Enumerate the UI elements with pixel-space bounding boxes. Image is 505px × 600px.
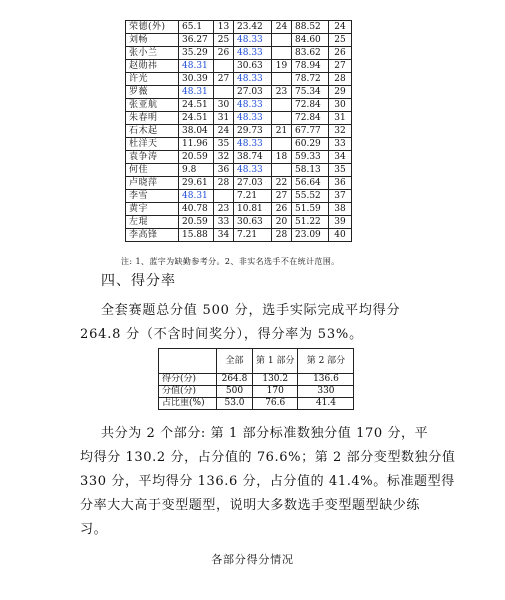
ranking-row xyxy=(126,112,352,125)
total-score-cell: 60.29 xyxy=(292,138,329,151)
ranking-row xyxy=(126,34,352,47)
total-score-cell: 72.84 xyxy=(292,112,329,125)
figure-caption: 各部分得分情况 xyxy=(211,553,294,566)
part2-score-cell: 23.42 xyxy=(234,21,272,34)
part2-score-cell: 48.33 xyxy=(234,73,272,86)
total-score-cell: 23.09 xyxy=(292,229,329,242)
part2-rank-cell xyxy=(272,164,292,177)
part1-rank-cell: 13 xyxy=(214,21,234,34)
part2-score-cell: 7.21 xyxy=(234,229,272,242)
ranking-row xyxy=(126,164,352,177)
part1-score-cell: 38.04 xyxy=(179,125,214,138)
ranking-row xyxy=(126,21,352,34)
part2-rank-cell xyxy=(272,73,292,86)
part1-score-cell: 30.39 xyxy=(179,73,214,86)
part1-rank-cell: 26 xyxy=(214,47,234,60)
total-rank-cell: 30 xyxy=(329,99,352,112)
player-name-cell: 朱春明 xyxy=(126,112,179,125)
total-score-cell: 78.94 xyxy=(292,60,329,73)
score-cell: 170 xyxy=(253,386,298,398)
score-cell: 130.2 xyxy=(253,374,298,386)
part1-rank-cell: 31 xyxy=(214,112,234,125)
part1-score-cell: 36.27 xyxy=(179,34,214,47)
part1-score-cell: 24.51 xyxy=(179,99,214,112)
score-cell: 76.6 xyxy=(253,398,298,410)
score-header-cell: 第 1 部分 xyxy=(253,349,298,374)
part1-rank-cell: 34 xyxy=(214,229,234,242)
total-rank-cell: 34 xyxy=(329,151,352,164)
ranking-row xyxy=(126,47,352,60)
score-cell: 500 xyxy=(217,386,253,398)
part1-score-cell: 9.8 xyxy=(179,164,214,177)
part2-rank-cell: 27 xyxy=(272,190,292,203)
part1-rank-cell xyxy=(214,60,234,73)
score-cell: 330 xyxy=(298,386,354,398)
total-rank-cell: 40 xyxy=(329,229,352,242)
part2-rank-cell xyxy=(272,99,292,112)
part2-score-cell: 48.33 xyxy=(234,47,272,60)
part1-score-cell: 48.31 xyxy=(179,190,214,203)
table-footnote: 注: 1、蓝字为缺勤参考分。2、非实名选手不在统计范围。 xyxy=(121,257,340,266)
ranking-row xyxy=(126,138,352,151)
player-name-cell: 刘畅 xyxy=(126,34,179,47)
ranking-row xyxy=(126,151,352,164)
part2-score-cell: 48.33 xyxy=(234,99,272,112)
part1-score-cell: 48.31 xyxy=(179,60,214,73)
total-rank-cell: 24 xyxy=(329,21,352,34)
player-name-cell: 杜洋天 xyxy=(126,138,179,151)
analysis-line: 共分为 2 个部分: 第 1 部分标准数独分值 170 分，平 xyxy=(101,426,429,441)
player-name-cell: 罗薇 xyxy=(126,86,179,99)
player-name-cell: 袁争涛 xyxy=(126,151,179,164)
part2-score-cell: 10.81 xyxy=(234,203,272,216)
section-heading: 四、得分率 xyxy=(101,273,176,289)
total-rank-cell: 39 xyxy=(329,216,352,229)
player-name-cell: 何佳 xyxy=(126,164,179,177)
part1-rank-cell: 25 xyxy=(214,34,234,47)
ranking-row xyxy=(126,229,352,242)
part2-rank-cell xyxy=(272,112,292,125)
part2-score-cell: 48.33 xyxy=(234,34,272,47)
total-rank-cell: 26 xyxy=(329,47,352,60)
part1-score-cell: 29.61 xyxy=(179,177,214,190)
part2-rank-cell xyxy=(272,138,292,151)
player-name-cell: 卢晓萍 xyxy=(126,177,179,190)
part1-score-cell: 20.59 xyxy=(179,151,214,164)
total-score-cell: 72.84 xyxy=(292,99,329,112)
score-cell: 53.0 xyxy=(217,398,253,410)
analysis-paragraph xyxy=(80,422,456,542)
total-rank-cell: 29 xyxy=(329,86,352,99)
total-rank-cell: 33 xyxy=(329,138,352,151)
player-name-cell: 黄宇 xyxy=(126,203,179,216)
part1-rank-cell xyxy=(214,190,234,203)
part2-score-cell: 38.74 xyxy=(234,151,272,164)
total-score-cell: 55.52 xyxy=(292,190,329,203)
part2-score-cell: 48.33 xyxy=(234,112,272,125)
total-score-cell: 78.72 xyxy=(292,73,329,86)
total-rank-cell: 25 xyxy=(329,34,352,47)
part1-rank-cell xyxy=(214,86,234,99)
total-rank-cell: 36 xyxy=(329,177,352,190)
part1-rank-cell: 33 xyxy=(214,216,234,229)
score-header-cell: 第 2 部分 xyxy=(298,349,354,374)
part1-rank-cell: 35 xyxy=(214,138,234,151)
total-rank-cell: 31 xyxy=(329,112,352,125)
ranking-row xyxy=(126,86,352,99)
total-rank-cell: 28 xyxy=(329,73,352,86)
total-score-cell: 58.13 xyxy=(292,164,329,177)
part1-score-cell: 48.31 xyxy=(179,86,214,99)
player-name-cell: 左琨 xyxy=(126,216,179,229)
analysis-line: 分率大大高于变型题型，说明大多数选手变型题型缺少练 xyxy=(80,498,421,513)
score-cell: 136.6 xyxy=(298,374,354,386)
ranking-table xyxy=(125,20,352,242)
total-rank-cell: 37 xyxy=(329,190,352,203)
score-cell: 264.8 xyxy=(217,374,253,386)
player-name-cell: 张小兰 xyxy=(126,47,179,60)
part1-rank-cell: 32 xyxy=(214,151,234,164)
total-score-cell: 56.64 xyxy=(292,177,329,190)
total-score-cell: 67.77 xyxy=(292,125,329,138)
ranking-row xyxy=(126,216,352,229)
part2-rank-cell xyxy=(272,47,292,60)
score-row-label: 占比重(%) xyxy=(159,398,217,410)
part2-score-cell: 29.73 xyxy=(234,125,272,138)
total-score-cell: 83.62 xyxy=(292,47,329,60)
part2-rank-cell xyxy=(272,34,292,47)
ranking-row xyxy=(126,73,352,86)
part1-score-cell: 20.59 xyxy=(179,216,214,229)
part1-score-cell: 65.1 xyxy=(179,21,214,34)
player-name-cell: 张亚航 xyxy=(126,99,179,112)
part1-rank-cell: 30 xyxy=(214,99,234,112)
part2-rank-cell: 21 xyxy=(272,125,292,138)
score-table-header-row xyxy=(159,349,354,374)
part2-rank-cell: 19 xyxy=(272,60,292,73)
analysis-line: 均得分 130.2 分，占分值的 76.6%；第 2 部分变型数独分值 xyxy=(80,450,456,465)
player-name-cell: 许光 xyxy=(126,73,179,86)
score-table xyxy=(158,348,354,410)
summary-line-1: 全套赛题总分值 500 分，选手实际完成平均得分 xyxy=(101,303,401,318)
part2-score-cell: 27.03 xyxy=(234,177,272,190)
part2-score-cell: 30.63 xyxy=(234,60,272,73)
part2-score-cell: 30.63 xyxy=(234,216,272,229)
analysis-line: 330 分，平均得分 136.6 分，占分值的 41.4%。标准题型得 xyxy=(80,474,455,489)
part1-score-cell: 40.78 xyxy=(179,203,214,216)
ranking-row xyxy=(126,99,352,112)
analysis-line: 习。 xyxy=(80,522,108,537)
part2-rank-cell: 18 xyxy=(272,151,292,164)
part1-rank-cell: 27 xyxy=(214,73,234,86)
total-rank-cell: 27 xyxy=(329,60,352,73)
part2-score-cell: 48.33 xyxy=(234,164,272,177)
part1-score-cell: 24.51 xyxy=(179,112,214,125)
total-rank-cell: 32 xyxy=(329,125,352,138)
player-name-cell: 石木起 xyxy=(126,125,179,138)
player-name-cell: 李高锋 xyxy=(126,229,179,242)
score-row-label: 得分(分) xyxy=(159,374,217,386)
total-rank-cell: 35 xyxy=(329,164,352,177)
part1-score-cell: 15.88 xyxy=(179,229,214,242)
part2-rank-cell: 28 xyxy=(272,229,292,242)
total-score-cell: 75.34 xyxy=(292,86,329,99)
part2-score-cell: 7.21 xyxy=(234,190,272,203)
part1-rank-cell: 28 xyxy=(214,177,234,190)
part1-score-cell: 11.96 xyxy=(179,138,214,151)
part2-rank-cell: 20 xyxy=(272,216,292,229)
player-name-cell: 荣德(外) xyxy=(126,21,179,34)
part1-rank-cell: 36 xyxy=(214,164,234,177)
ranking-row xyxy=(126,190,352,203)
player-name-cell: 赵勋祎 xyxy=(126,60,179,73)
total-score-cell: 84.60 xyxy=(292,34,329,47)
total-score-cell: 59.33 xyxy=(292,151,329,164)
player-name-cell: 李雪 xyxy=(126,190,179,203)
part2-rank-cell: 24 xyxy=(272,21,292,34)
summary-line-2: 264.8 分（不含时间奖分），得分率为 53%。 xyxy=(80,327,363,342)
ranking-row xyxy=(126,125,352,138)
score-header-cell: 全部 xyxy=(217,349,253,374)
part2-rank-cell: 22 xyxy=(272,177,292,190)
total-score-cell: 51.22 xyxy=(292,216,329,229)
part2-rank-cell: 26 xyxy=(272,203,292,216)
score-row-label: 分值(分) xyxy=(159,386,217,398)
part2-rank-cell: 23 xyxy=(272,86,292,99)
part2-score-cell: 48.33 xyxy=(234,138,272,151)
total-score-cell: 51.59 xyxy=(292,203,329,216)
score-table-row xyxy=(159,386,354,398)
part1-rank-cell: 24 xyxy=(214,125,234,138)
ranking-row xyxy=(126,177,352,190)
score-table-row xyxy=(159,374,354,386)
score-table-row xyxy=(159,398,354,410)
total-rank-cell: 38 xyxy=(329,203,352,216)
part1-score-cell: 35.29 xyxy=(179,47,214,60)
score-header-cell xyxy=(159,349,217,374)
score-cell: 41.4 xyxy=(298,398,354,410)
part2-score-cell: 27.03 xyxy=(234,86,272,99)
ranking-row xyxy=(126,203,352,216)
ranking-row xyxy=(126,60,352,73)
part1-rank-cell: 23 xyxy=(214,203,234,216)
total-score-cell: 88.52 xyxy=(292,21,329,34)
